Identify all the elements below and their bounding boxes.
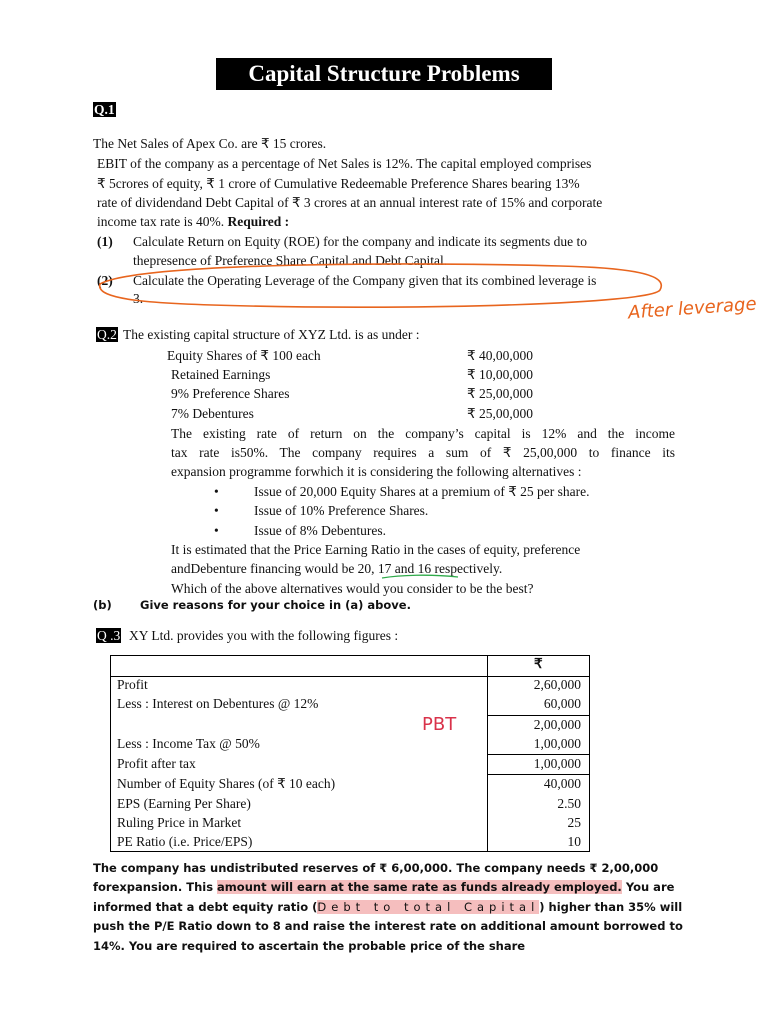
q2-b-text: Give reasons for your choice in (a) above. [140,598,411,612]
q1-line-3: ₹ 5crores of equity, ₹ 1 crore of Cumulative Redeemable Preference Shares bearing 13% [97,176,580,191]
table-row-label: PE Ratio (i.e. Price/EPS) [117,834,253,849]
q1-line-1: The Net Sales of Apex Co. are ₹ 15 crores. [93,136,327,151]
q1-line-4: rate of dividendand Debt Capital of ₹ 3 crores at an annual interest rate of 15% and corporate [97,195,603,210]
q2-closing-line-1: It is estimated that the Price Earning Ratio in the cases of equity, preference [171,542,581,557]
table-row-label: Number of Equity Shares (of ₹ 10 each) [117,776,336,791]
structure-item: 7% Debentures [171,406,254,421]
q1-item-2-line-2: 3. [133,291,144,306]
q1-item-1-line-1: Calculate Return on Equity (ROE) for the company and indicate its segments due to [133,234,588,249]
table-row-value: 60,000 [543,696,581,711]
table-row-value: 40,000 [543,776,581,791]
q2-closing-line-3: Which of the above alternatives would you consider to be the best? [171,581,534,596]
currency-header: ₹ [534,656,543,671]
q2-label: Q.2 [97,327,117,342]
q1-line-2: EBIT of the company as a percentage of Net Sales is 12%. The capital employed comprises [97,156,592,171]
q3-intro: XY Ltd. provides you with the following figures : [129,628,399,643]
q1-item-1-line-2: thepresence of Preference Share Capital and Debt Capital. [133,253,448,268]
bullet-dot: • [214,484,219,499]
table-row-value: 2.50 [557,796,581,811]
q1-label: Q.1 [94,102,115,117]
q3-para-line-2: forexpansion. This amount will earn at the same rate as funds already employed. You are [93,880,675,894]
q3-label: Q .3 [97,628,121,643]
orange-circle-annotation [0,0,768,340]
highlighted-text: amount will earn at the same rate as funds already employed. [217,880,622,894]
q3-para-line-3: informed that a debt equity ratio (Debt to total Capital) higher than 35% will [93,900,683,914]
highlighted-text: Debt to total Capital [317,900,540,914]
structure-item: Equity Shares of ₹ 100 each [167,348,321,363]
q3-label-box [96,627,121,644]
table-row-value: 1,00,000 [533,736,581,751]
table-row-label: Less : Income Tax @ 50% [117,736,260,751]
q1-item-2-line-1: Calculate the Operating Leverage of the Company given that its combined leverage is [133,273,597,288]
pbt-annotation: PBT [422,714,457,735]
structure-amount: ₹ 10,00,000 [467,367,533,382]
bullet-item: Issue of 8% Debentures. [254,523,386,538]
q1-item-1-num: (1) [97,234,113,249]
q2-para-line-1: The existing rate of return on the company’s capital is 12% and the income [171,426,675,441]
q2-para-line-2: tax rate is50%. The company requires a sum of ₹ 25,00,000 to finance its [171,445,675,460]
q1-item-2-num: (2) [97,273,113,288]
structure-amount: ₹ 25,00,000 [467,386,533,401]
bullet-item: Issue of 20,000 Equity Shares at a premium of ₹ 25 per share. [254,484,590,499]
structure-amount: ₹ 40,00,000 [467,348,533,363]
table-row-label: EPS (Earning Per Share) [117,796,251,811]
bullet-dot: • [214,523,219,538]
q2-b-label: (b) [93,598,112,612]
after-leverage-annotation: After leverage [627,293,758,324]
q3-para-line-5: 14%. You are required to ascertain the probable price of the share [93,939,526,953]
table-row-label: Less : Interest on Debentures @ 12% [117,696,319,711]
structure-item: 9% Preference Shares [171,386,290,401]
q3-para-line-4: push the P/E Ratio down to 8 and raise the interest rate on additional amount borrowed to [93,919,683,933]
q2-label-box [96,326,118,343]
q2-intro: The existing capital structure of XYZ Ltd. is as under : [123,327,420,342]
table-row-value: 10 [567,834,581,849]
structure-amount: ₹ 25,00,000 [467,406,533,421]
q2-closing-line-2: andDebenture financing would be 20, 17 and 16 respectively. [171,561,503,576]
q2-para-line-3: expansion programme forwhich it is considering the following alternatives : [171,464,582,479]
page-title: Capital Structure Problems [216,58,552,90]
bullet-dot: • [214,503,219,518]
table-row-label: Profit [117,677,148,692]
table-row-label: Profit after tax [117,756,196,771]
q3-para-line-1: The company has undistributed reserves of ₹ 6,00,000. The company needs ₹ 2,00,000 [93,861,659,875]
bullet-item: Issue of 10% Preference Shares. [254,503,429,518]
structure-item: Retained Earnings [171,367,271,382]
table-row-value: 25 [567,815,581,830]
table-row-label: Ruling Price in Market [117,815,242,830]
q1-line-5: income tax rate is 40%. Required : [97,214,290,229]
table-row-value: 1,00,000 [533,756,581,771]
table-row-value: 2,60,000 [533,677,581,692]
required-label: Required : [227,214,290,229]
table-row-value: 2,00,000 [533,717,581,732]
